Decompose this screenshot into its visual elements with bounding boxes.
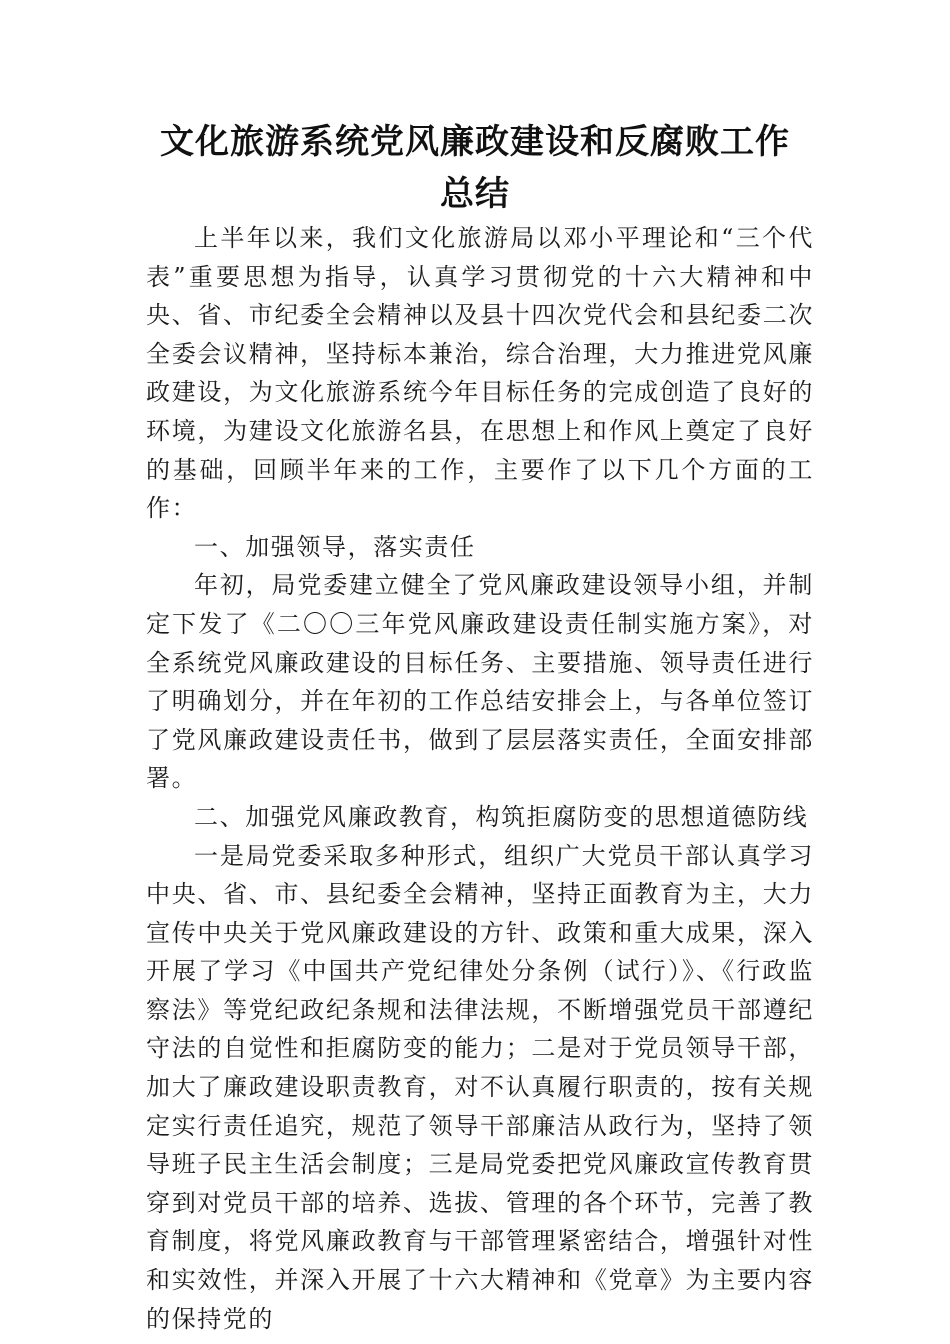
section-heading-1: 一、加强领导，落实责任 [194, 532, 476, 561]
paragraph-section-1: 年初，局党委建立健全了党风廉政建设领导小组，并制定下发了《二〇〇三年党风廉政建设责任制实施方案》，对全系统党风廉政建设的目标任务、主要措施、领导责任进行了明确划分，并在年初的工作总结安排会上，与各单位签订了党风廉政建设责任书，做到了层层落实责任，全面安排部署。 [146, 571, 814, 793]
section-heading-2: 二、加强党风廉政教育，构筑拒腐防变的思想道德防线 [194, 802, 809, 831]
paragraph-section-2: 一是局党委采取多种形式，组织广大党员干部认真学习中央、省、市、县纪委全会精神，坚持正面教育为主，大力宣传中央关于党风廉政建设的方针、政策和重大成果，深入开展了学习《中国共产党纪律处分条例（试行）》、《行政监察法》等党纪政纪条规和法律法规，不断增强党员干部遵纪守法的自觉性和拒腐防变的能力；二是对于党员领导干部，加大了廉政建设职责教育，对不认真履行职责的，按有关规定实行责任追究，规范了领导干部廉洁从政行为，坚持了领导班子民主生活会制度；三是局党委把党风廉政宣传教育贯穿到对党员干部的培养、选拔、管理的各个环节，完善了教育制度，将党风廉政教育与干部管理紧密结合，增强针对性和实效性，并深入开展了十六大精神和《党章》为主要内容的保持党的 [146, 841, 814, 1333]
document-body [146, 219, 814, 1338]
document-title: 文化旅游系统党风廉政建设和反腐败工作总结 [160, 122, 790, 214]
paragraph-intro: 上半年以来，我们文化旅游局以邓小平理论和“三个代表”重要思想为指导，认真学习贯彻党的十六大精神和中央、省、市纪委全会精神以及县十四次党代会和县纪委二次全委会议精神，坚持标本兼治，综合治理，大力推进党风廉政建设，为文化旅游系统今年目标任务的完成创造了良好的环境，为建设文化旅游名县，在思想上和作风上奠定了良好的基础，回顾半年来的工作，主要作了以下几个方面的工作： [146, 224, 814, 523]
